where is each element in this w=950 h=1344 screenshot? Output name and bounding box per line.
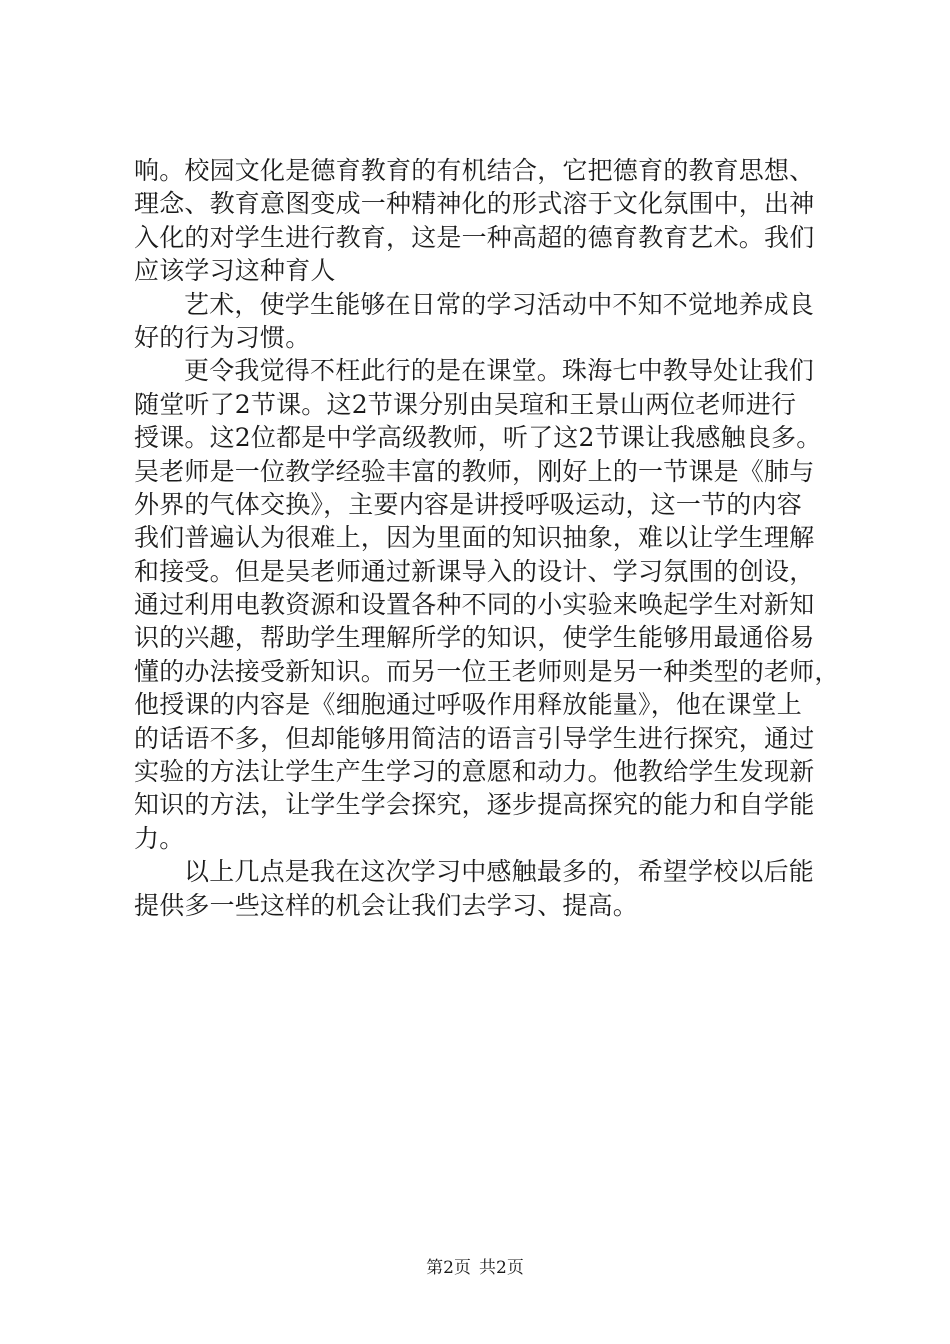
text-line: 好的行为习惯。	[134, 322, 311, 352]
page-footer	[0, 1257, 950, 1279]
text-line: 和接受。但是吴老师通过新课导入的设计、学习氛围的创设，	[134, 556, 815, 586]
text-line: 他授课的内容是《细胞通过呼吸作用释放能量》，他在课堂上	[134, 690, 802, 720]
text-line: 响。校园文化是德育教育的有机结合，它把德育的教育思想、	[134, 156, 815, 185]
text-line: 以上几点是我在这次学习中感触最多的，希望学校以后能	[184, 857, 815, 887]
text-line: 吴老师是一位教学经验丰富的教师，刚好上的一节课是《肺与	[134, 456, 815, 486]
page-number-current: 第2页	[426, 1258, 471, 1278]
text-line: 理念、教育意图变成一种精神化的形式溶于文化氛围中，出神	[134, 189, 815, 219]
text-line: 力。	[134, 823, 185, 853]
text-line: 入化的对学生进行教育，这是一种高超的德育教育艺术。我们	[134, 222, 815, 252]
text-line: 知识的方法，让学生学会探究，逐步提高探究的能力和自学能	[134, 790, 815, 820]
page-number-total: 共2页	[479, 1258, 524, 1278]
text-line: 更令我觉得不枉此行的是在课堂。珠海七中教导处让我们	[184, 356, 815, 386]
text-line: 的话语不多，但却能够用简洁的语言引导学生进行探究，通过	[134, 723, 815, 753]
text-line: 通过利用电教资源和设置各种不同的小实验来唤起学生对新知	[134, 590, 815, 620]
text-line: 授课。这2位都是中学高级教师，听了这2节课让我感触良多。	[134, 423, 822, 453]
text-line: 我们普遍认为很难上，因为里面的知识抽象，难以让学生理解	[134, 523, 815, 553]
text-line: 提供多一些这样的机会让我们去学习、提高。	[134, 890, 639, 920]
text-line: 应该学习这种育人	[134, 256, 336, 286]
text-line: 识的兴趣，帮助学生理解所学的知识，使学生能够用最通俗易	[134, 623, 815, 653]
text-line: 懂的办法接受新知识。而另一位王老师则是另一种类型的老师，	[134, 656, 840, 686]
text-line: 艺术，使学生能够在日常的学习活动中不知不觉地养成良	[184, 289, 815, 319]
body-text	[134, 154, 840, 922]
text-line: 实验的方法让学生产生学习的意愿和动力。他教给学生发现新	[134, 757, 815, 787]
text-line: 外界的气体交换》，主要内容是讲授呼吸运动，这一节的内容	[134, 489, 802, 519]
text-line: 随堂听了2节课。这2节课分别由吴瑄和王景山两位老师进行	[134, 389, 797, 419]
